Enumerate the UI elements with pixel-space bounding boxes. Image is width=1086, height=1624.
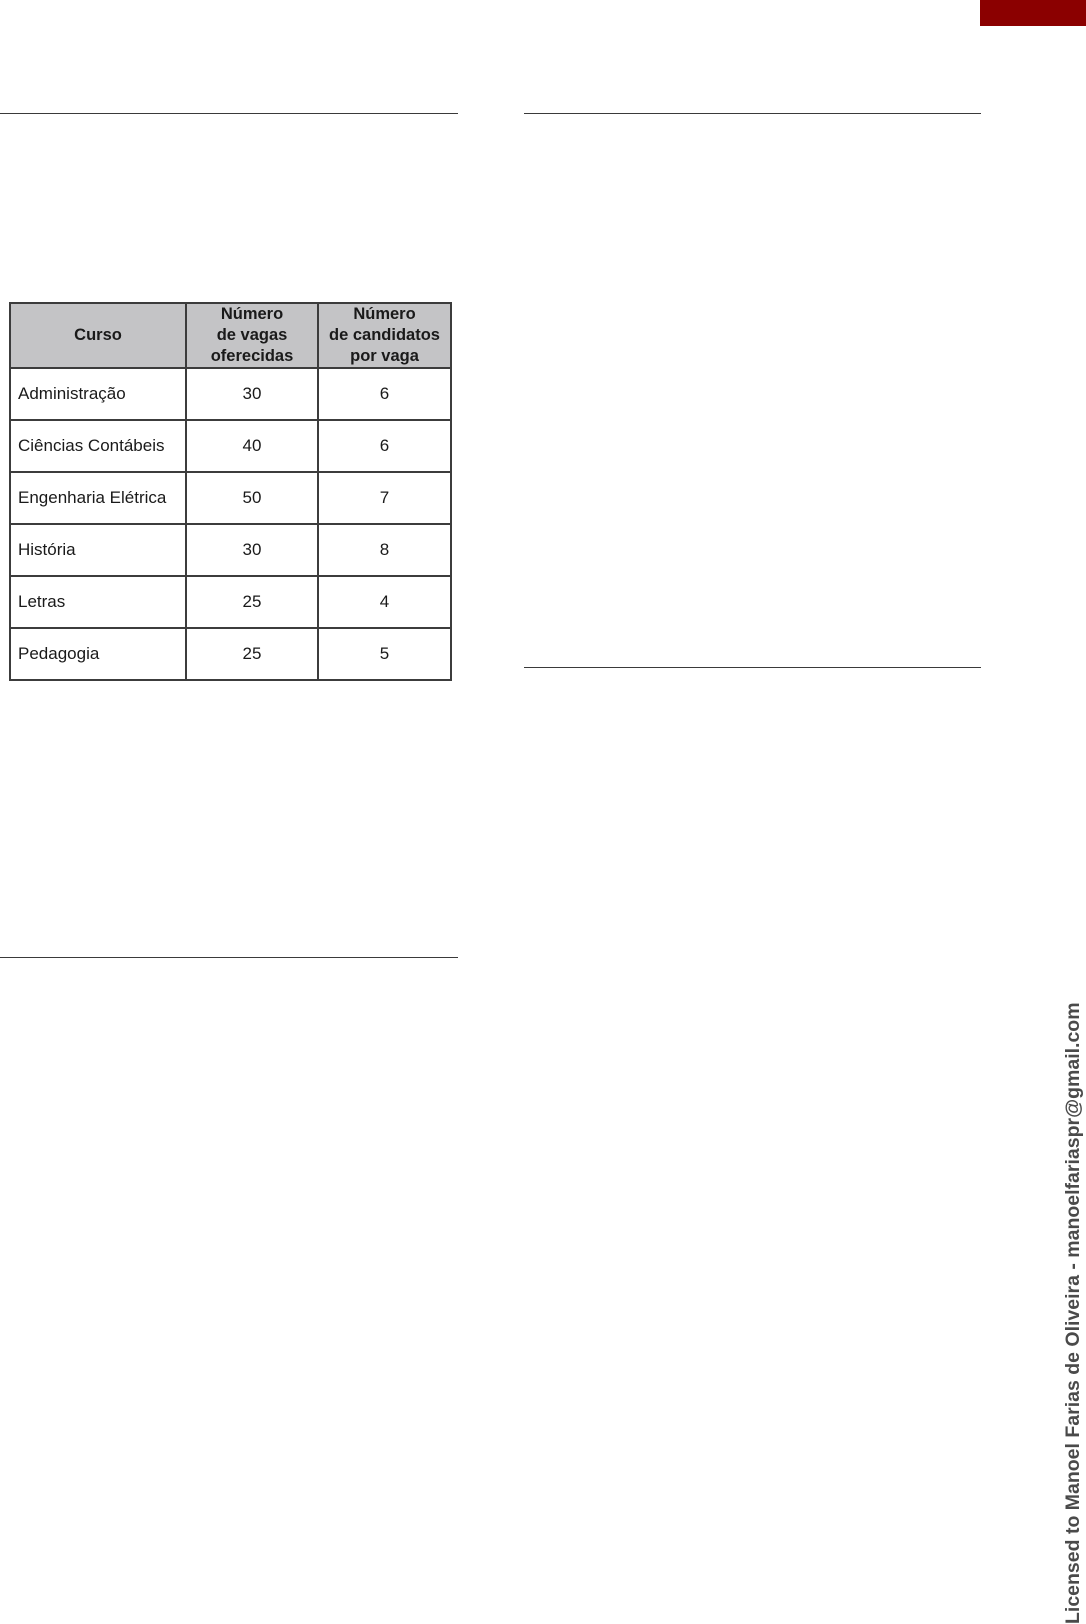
cell-curso: História (10, 524, 186, 576)
cell-candidatos: 8 (318, 524, 451, 576)
table-row (10, 524, 451, 576)
table-row (10, 368, 451, 420)
table-row (10, 420, 451, 472)
cell-candidatos: 7 (318, 472, 451, 524)
cell-curso: Pedagogia (10, 628, 186, 680)
table-row (10, 576, 451, 628)
cell-curso: Engenharia Elétrica (10, 472, 186, 524)
table-row (10, 628, 451, 680)
header-vagas-line: oferecidas (210, 347, 294, 365)
cell-vagas: 25 (186, 576, 318, 628)
page-corner-tab (980, 0, 1086, 26)
cell-candidatos: 6 (318, 420, 451, 472)
cell-vagas: 40 (186, 420, 318, 472)
header-curso (10, 303, 186, 368)
column-divider-rule (0, 957, 458, 958)
header-candidatos-line: por vaga (350, 347, 419, 365)
cell-vagas: 30 (186, 368, 318, 420)
cell-candidatos: 4 (318, 576, 451, 628)
cell-curso: Administração (10, 368, 186, 420)
cell-vagas: 30 (186, 524, 318, 576)
table-row (10, 472, 451, 524)
courses-table (9, 302, 452, 681)
column-divider-rule (524, 113, 981, 114)
header-curso-line: Curso (74, 326, 122, 344)
header-candidatos-line: de candidatos (329, 326, 440, 344)
cell-vagas: 25 (186, 628, 318, 680)
header-vagas-line: Número (220, 305, 284, 323)
header-candidatos (318, 303, 451, 368)
cell-curso: Letras (10, 576, 186, 628)
cell-candidatos: 6 (318, 368, 451, 420)
license-watermark: Licensed to Manoel Farias de Oliveira - manoelfariaspr@gmail.com (1062, 1002, 1084, 1624)
column-divider-rule (524, 667, 981, 668)
cell-vagas: 50 (186, 472, 318, 524)
column-divider-rule (0, 113, 458, 114)
header-candidatos-line: Número (353, 305, 416, 323)
table-header-row (10, 303, 451, 368)
cell-candidatos: 5 (318, 628, 451, 680)
header-vagas-line: de vagas (216, 326, 288, 344)
header-vagas (186, 303, 318, 368)
cell-curso: Ciências Contábeis (10, 420, 186, 472)
